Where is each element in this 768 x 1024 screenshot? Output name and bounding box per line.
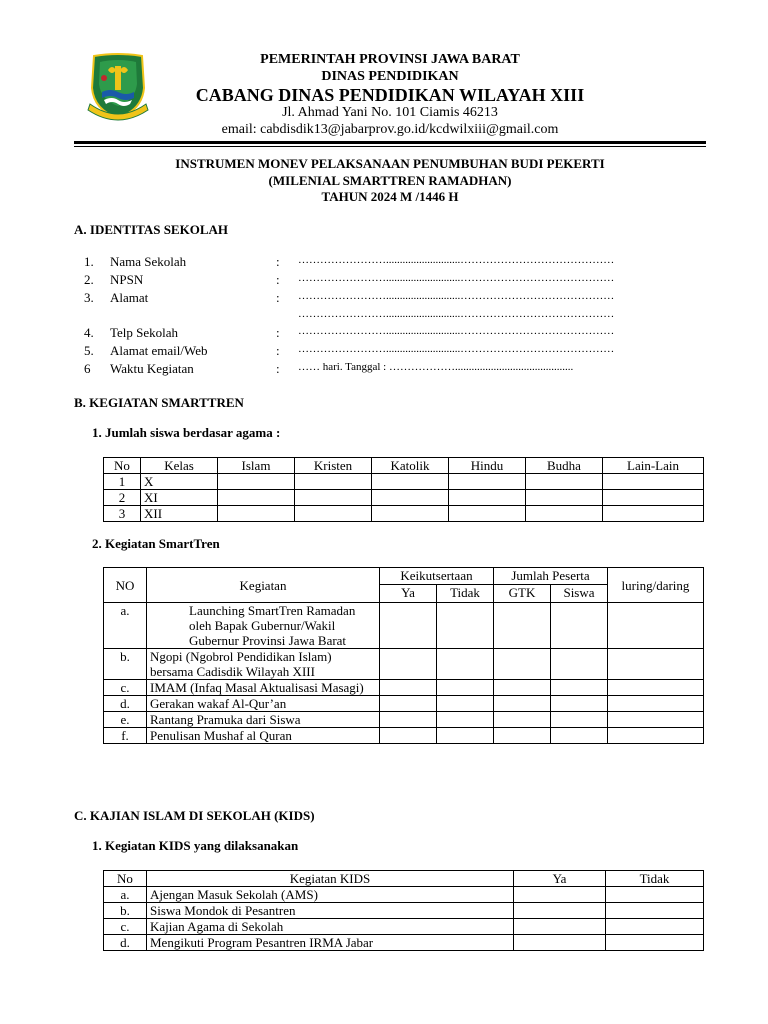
identity-label: NPSN bbox=[110, 272, 144, 287]
input-cell[interactable] bbox=[218, 474, 295, 490]
identity-label: Telp Sekolah bbox=[110, 325, 179, 340]
row-no: 2 bbox=[104, 490, 141, 506]
input-cell[interactable] bbox=[372, 506, 449, 522]
identity-colon: : bbox=[276, 325, 280, 340]
table-row bbox=[104, 728, 704, 744]
input-cell[interactable] bbox=[551, 603, 608, 649]
input-cell[interactable] bbox=[437, 712, 494, 728]
input-cell[interactable] bbox=[218, 506, 295, 522]
header-line-branch: CABANG DINAS PENDIDIKAN WILAYAH XIII bbox=[195, 85, 585, 105]
section-b-sub1: 1. Jumlah siswa berdasar agama : bbox=[92, 425, 281, 440]
input-cell[interactable] bbox=[608, 680, 704, 696]
identity-row[interactable] bbox=[0, 361, 768, 377]
col-header-jumlah-peserta: Jumlah Peserta bbox=[494, 568, 608, 585]
input-cell[interactable] bbox=[606, 935, 704, 951]
table-row bbox=[104, 696, 704, 712]
row-activity-text: Launching SmartTren Ramadan oleh Bapak Gubernur/Wakil Gubernur Provinsi Jawa Barat bbox=[189, 603, 356, 648]
row-no: a. bbox=[104, 603, 147, 649]
identity-fill-line: ……………………...........................…………………………………… bbox=[298, 272, 615, 284]
input-cell[interactable] bbox=[380, 728, 437, 744]
input-cell[interactable] bbox=[295, 490, 372, 506]
col-header: Ya bbox=[514, 871, 606, 887]
input-cell[interactable] bbox=[449, 506, 526, 522]
row-no: d. bbox=[104, 696, 147, 712]
input-cell[interactable] bbox=[449, 474, 526, 490]
header-address: Jl. Ahmad Yani No. 101 Ciamis 46213 bbox=[282, 105, 498, 120]
section-b-heading: B. KEGIATAN SMARTTREN bbox=[74, 395, 244, 410]
input-cell[interactable] bbox=[526, 506, 603, 522]
input-cell[interactable] bbox=[437, 649, 494, 680]
identity-fill-line: ……………………...........................…………………………………… bbox=[298, 308, 615, 320]
input-cell[interactable] bbox=[608, 603, 704, 649]
row-no: b. bbox=[104, 649, 147, 680]
input-cell[interactable] bbox=[449, 490, 526, 506]
input-cell[interactable] bbox=[606, 919, 704, 935]
input-cell[interactable] bbox=[494, 680, 551, 696]
input-cell[interactable] bbox=[218, 490, 295, 506]
col-header: Kristen bbox=[295, 458, 372, 474]
input-cell[interactable] bbox=[603, 506, 704, 522]
header-line-province: PEMERINTAH PROVINSI JAWA BARAT bbox=[260, 52, 520, 67]
identity-num: 3. bbox=[84, 290, 94, 305]
row-no: a. bbox=[104, 887, 147, 903]
table-header-row bbox=[104, 568, 704, 585]
input-cell[interactable] bbox=[608, 728, 704, 744]
header-email: email: cabdisdik13@jabarprov.go.id/kcdwilxiii@gmail.com bbox=[221, 122, 559, 137]
col-header: Kelas bbox=[141, 458, 218, 474]
religion-table bbox=[103, 457, 704, 522]
identity-fill-line: …… hari. Tanggal : ………………........................................... bbox=[298, 361, 574, 373]
identity-row[interactable] bbox=[0, 272, 768, 288]
input-cell[interactable] bbox=[603, 474, 704, 490]
input-cell[interactable] bbox=[437, 680, 494, 696]
identity-num: 4. bbox=[84, 325, 94, 340]
input-cell[interactable] bbox=[380, 649, 437, 680]
row-activity: Gerakan wakaf Al-Qur’an bbox=[147, 696, 380, 712]
identity-label: Nama Sekolah bbox=[110, 254, 187, 269]
row-no: e. bbox=[104, 712, 147, 728]
input-cell[interactable] bbox=[608, 649, 704, 680]
table-row bbox=[104, 474, 704, 490]
row-activity: Mengikuti Program Pesantren IRMA Jabar bbox=[147, 935, 514, 951]
input-cell[interactable] bbox=[372, 474, 449, 490]
row-class: XI bbox=[141, 490, 218, 506]
input-cell[interactable] bbox=[494, 649, 551, 680]
input-cell[interactable] bbox=[380, 680, 437, 696]
identity-colon: : bbox=[276, 272, 280, 287]
identity-fill-line: ……………………...........................…………………………………… bbox=[298, 325, 615, 337]
table-row bbox=[104, 919, 704, 935]
input-cell[interactable] bbox=[551, 649, 608, 680]
identity-fill-line: ……………………...........................…………………………………… bbox=[298, 254, 615, 266]
identity-fill-line: ……………………...........................…………………………………… bbox=[298, 343, 615, 355]
identity-row[interactable] bbox=[0, 308, 768, 324]
table-header-row bbox=[104, 458, 704, 474]
section-c-sub1: 1. Kegiatan KIDS yang dilaksanakan bbox=[92, 838, 299, 853]
row-no: c. bbox=[104, 919, 147, 935]
table-row bbox=[104, 680, 704, 696]
col-header: No bbox=[104, 458, 141, 474]
doc-title-line2: (MILENIAL SMARTTREN RAMADHAN) bbox=[268, 173, 512, 188]
row-activity: Ngopi (Ngobrol Pendidikan Islam) bersama Cadisdik Wilayah XIII bbox=[147, 649, 380, 680]
section-c-heading: C. KAJIAN ISLAM DI SEKOLAH (KIDS) bbox=[74, 808, 315, 823]
col-header-kegiatan: Kegiatan bbox=[147, 568, 380, 603]
doc-title-line1: INSTRUMEN MONEV PELAKSANAAN PENUMBUHAN BUDI PEKERTI bbox=[175, 156, 605, 171]
table-header-row bbox=[104, 871, 704, 887]
input-cell[interactable] bbox=[494, 696, 551, 712]
col-header-tidak: Tidak bbox=[437, 585, 494, 603]
row-no: d. bbox=[104, 935, 147, 951]
col-header: Hindu bbox=[449, 458, 526, 474]
input-cell[interactable] bbox=[514, 903, 606, 919]
input-cell[interactable] bbox=[514, 887, 606, 903]
identity-label: Alamat bbox=[110, 290, 149, 305]
section-b-sub2: 2. Kegiatan SmartTren bbox=[92, 536, 220, 551]
table-row bbox=[104, 903, 704, 919]
row-no: 3 bbox=[104, 506, 141, 522]
col-header-gtk: GTK bbox=[494, 585, 551, 603]
identity-row[interactable] bbox=[0, 343, 768, 359]
row-activity bbox=[147, 603, 380, 649]
identity-colon: : bbox=[276, 361, 280, 376]
identity-label: Alamat email/Web bbox=[110, 343, 208, 358]
input-cell[interactable] bbox=[608, 712, 704, 728]
col-header: Islam bbox=[218, 458, 295, 474]
identity-colon: : bbox=[276, 290, 280, 305]
identity-row[interactable] bbox=[0, 290, 768, 306]
input-cell[interactable] bbox=[514, 935, 606, 951]
table-row bbox=[104, 712, 704, 728]
table-row bbox=[104, 649, 704, 680]
input-cell[interactable] bbox=[608, 696, 704, 712]
input-cell[interactable] bbox=[494, 712, 551, 728]
kids-activity-table bbox=[103, 870, 704, 951]
col-header-luring-daring: luring/daring bbox=[608, 568, 704, 603]
input-cell[interactable] bbox=[437, 728, 494, 744]
row-class: X bbox=[141, 474, 218, 490]
smarttren-activity-table bbox=[103, 567, 704, 744]
table-row bbox=[104, 506, 704, 522]
row-no: b. bbox=[104, 903, 147, 919]
table-row bbox=[104, 935, 704, 951]
row-activity: Penulisan Mushaf al Quran bbox=[147, 728, 380, 744]
col-header: Budha bbox=[526, 458, 603, 474]
input-cell[interactable] bbox=[606, 887, 704, 903]
row-class: XII bbox=[141, 506, 218, 522]
input-cell[interactable] bbox=[551, 712, 608, 728]
row-no: f. bbox=[104, 728, 147, 744]
table-row bbox=[104, 603, 704, 649]
col-header-ya: Ya bbox=[380, 585, 437, 603]
input-cell[interactable] bbox=[526, 490, 603, 506]
row-activity: Ajengan Masuk Sekolah (AMS) bbox=[147, 887, 514, 903]
identity-label: Waktu Kegiatan bbox=[110, 361, 194, 376]
input-cell[interactable] bbox=[603, 490, 704, 506]
section-a-heading: A. IDENTITAS SEKOLAH bbox=[74, 222, 228, 237]
doc-title-line3: TAHUN 2024 M /1446 H bbox=[321, 189, 459, 204]
row-no: c. bbox=[104, 680, 147, 696]
input-cell[interactable] bbox=[372, 490, 449, 506]
row-no: 1 bbox=[104, 474, 141, 490]
input-cell[interactable] bbox=[551, 680, 608, 696]
header-line-agency: DINAS PENDIDIKAN bbox=[321, 69, 459, 84]
row-activity: Kajian Agama di Sekolah bbox=[147, 919, 514, 935]
table-row bbox=[104, 887, 704, 903]
table-row bbox=[104, 490, 704, 506]
input-cell[interactable] bbox=[551, 728, 608, 744]
row-activity: IMAM (Infaq Masal Aktualisasi Masagi) bbox=[147, 680, 380, 696]
input-cell[interactable] bbox=[295, 506, 372, 522]
col-header: Kegiatan KIDS bbox=[147, 871, 514, 887]
input-cell[interactable] bbox=[606, 903, 704, 919]
header-divider-thick bbox=[74, 141, 706, 144]
identity-num: 1. bbox=[84, 254, 94, 269]
header-divider-thin bbox=[74, 146, 706, 147]
row-activity: Siswa Mondok di Pesantren bbox=[147, 903, 514, 919]
input-cell[interactable] bbox=[295, 474, 372, 490]
col-header-keikutsertaan: Keikutsertaan bbox=[380, 568, 494, 585]
input-cell[interactable] bbox=[494, 603, 551, 649]
identity-colon: : bbox=[276, 343, 280, 358]
input-cell[interactable] bbox=[380, 696, 437, 712]
col-header-no: NO bbox=[104, 568, 147, 603]
identity-fill-line: ……………………...........................…………………………………… bbox=[298, 290, 615, 302]
row-activity: Rantang Pramuka dari Siswa bbox=[147, 712, 380, 728]
identity-row[interactable] bbox=[0, 254, 768, 270]
col-header-siswa: Siswa bbox=[551, 585, 608, 603]
col-header: Tidak bbox=[606, 871, 704, 887]
identity-colon: : bbox=[276, 254, 280, 269]
input-cell[interactable] bbox=[526, 474, 603, 490]
identity-num: 6 bbox=[84, 361, 91, 376]
input-cell[interactable] bbox=[551, 696, 608, 712]
identity-num: 2. bbox=[84, 272, 94, 287]
input-cell[interactable] bbox=[437, 696, 494, 712]
input-cell[interactable] bbox=[380, 712, 437, 728]
col-header: No bbox=[104, 871, 147, 887]
col-header: Katolik bbox=[372, 458, 449, 474]
input-cell[interactable] bbox=[437, 603, 494, 649]
identity-row[interactable] bbox=[0, 325, 768, 341]
input-cell[interactable] bbox=[494, 728, 551, 744]
identity-num: 5. bbox=[84, 343, 94, 358]
input-cell[interactable] bbox=[380, 603, 437, 649]
col-header: Lain-Lain bbox=[603, 458, 704, 474]
input-cell[interactable] bbox=[514, 919, 606, 935]
